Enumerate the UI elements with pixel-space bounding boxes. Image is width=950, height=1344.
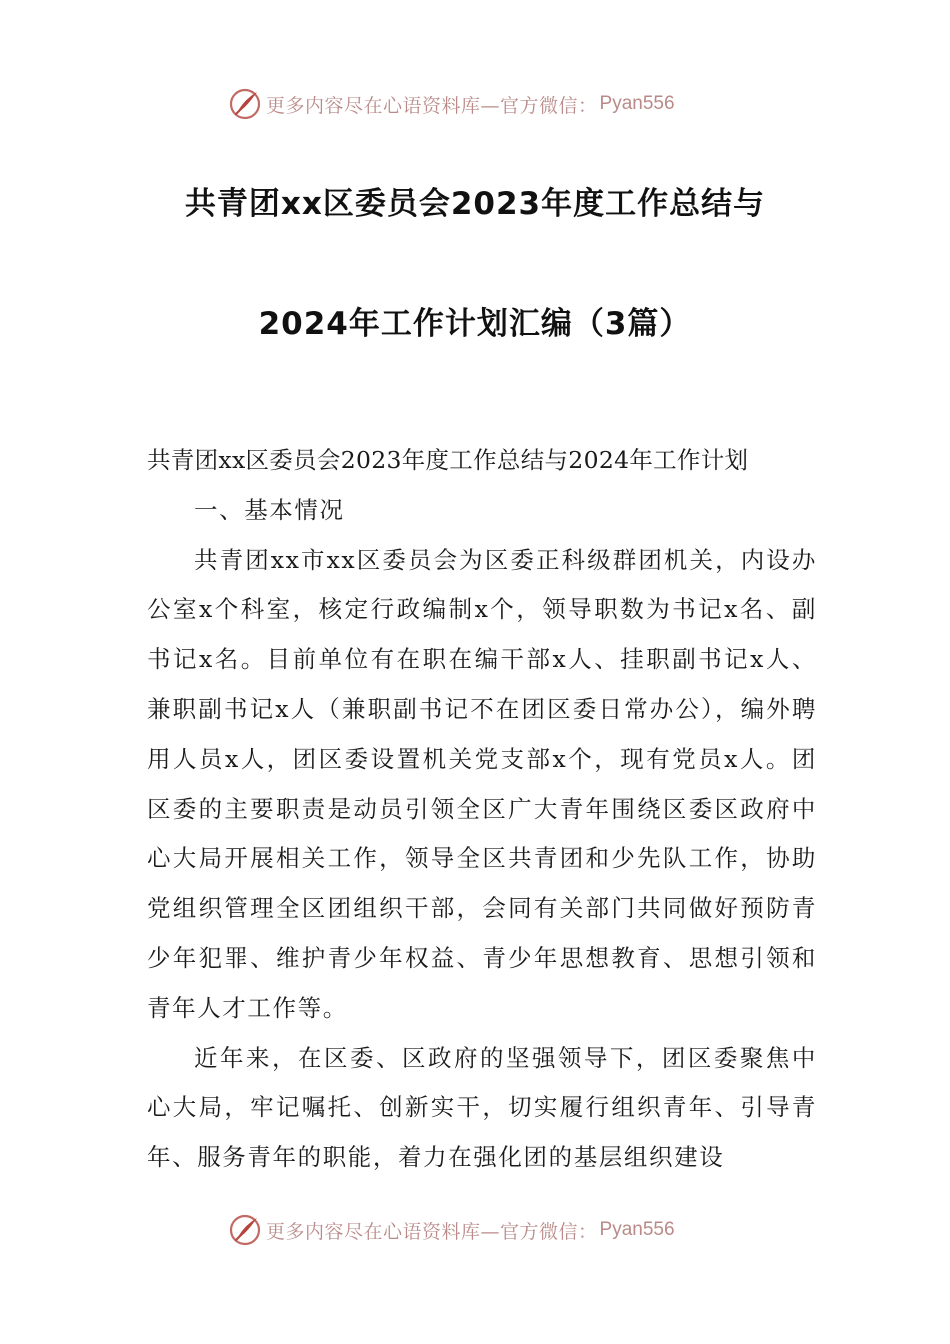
quill-logo-icon	[228, 87, 262, 121]
paragraph-2: 近年来，在区委、区政府的坚强领导下，团区委聚焦中心大局，牢记嘱托、创新实干，切实履行组织青年、引导青年、服务青年的职能，着力在强化团的基层组织建设	[147, 1043, 817, 1172]
watermark-banner-bottom	[228, 1210, 675, 1250]
document-body	[147, 436, 817, 1183]
section-heading-basic-situation: 一、基本情况	[194, 495, 345, 524]
watermark-text: 更多内容尽在心语资料库—官方微信：	[266, 94, 598, 117]
watermark-wechat-id: Pyan556	[599, 93, 675, 114]
document-title-line-2: 2024年工作计划汇编（3篇）	[258, 306, 692, 342]
paragraph-1: 共青团xx市xx区委员会为区委正科级群团机关，内设办公室x个科室，核定行政编制x个，领导职数为书记x名、副书记x名。目前单位有在职在编干部x人、挂职副书记x人、兼职副书记x人（兼职副书记不在团区委日常办公），编外聘用人员x人，团区委设置机关党支部x个，现有党员x人。团区委的主要职责是动员引领全区广大青年围绕区委区政府中心大局开展相关工作，领导全区共青团和少先队工作，协助党组织管理全区团组织干部，会同有关部门共同做好预防青少年犯罪、维护青少年权益、青少年思想教育、思想引领和青年人才工作等。	[147, 545, 817, 1022]
quill-logo-icon	[228, 1213, 262, 1247]
watermark-text: 更多内容尽在心语资料库—官方微信：	[266, 1220, 598, 1243]
watermark-wechat-id: Pyan556	[599, 1219, 675, 1240]
document-title-line-1: 共青团xx区委员会2023年度工作总结与	[184, 186, 766, 222]
watermark-banner-top	[228, 84, 675, 124]
section-subtitle: 共青团xx区委员会2023年度工作总结与2024年工作计划	[147, 446, 749, 474]
